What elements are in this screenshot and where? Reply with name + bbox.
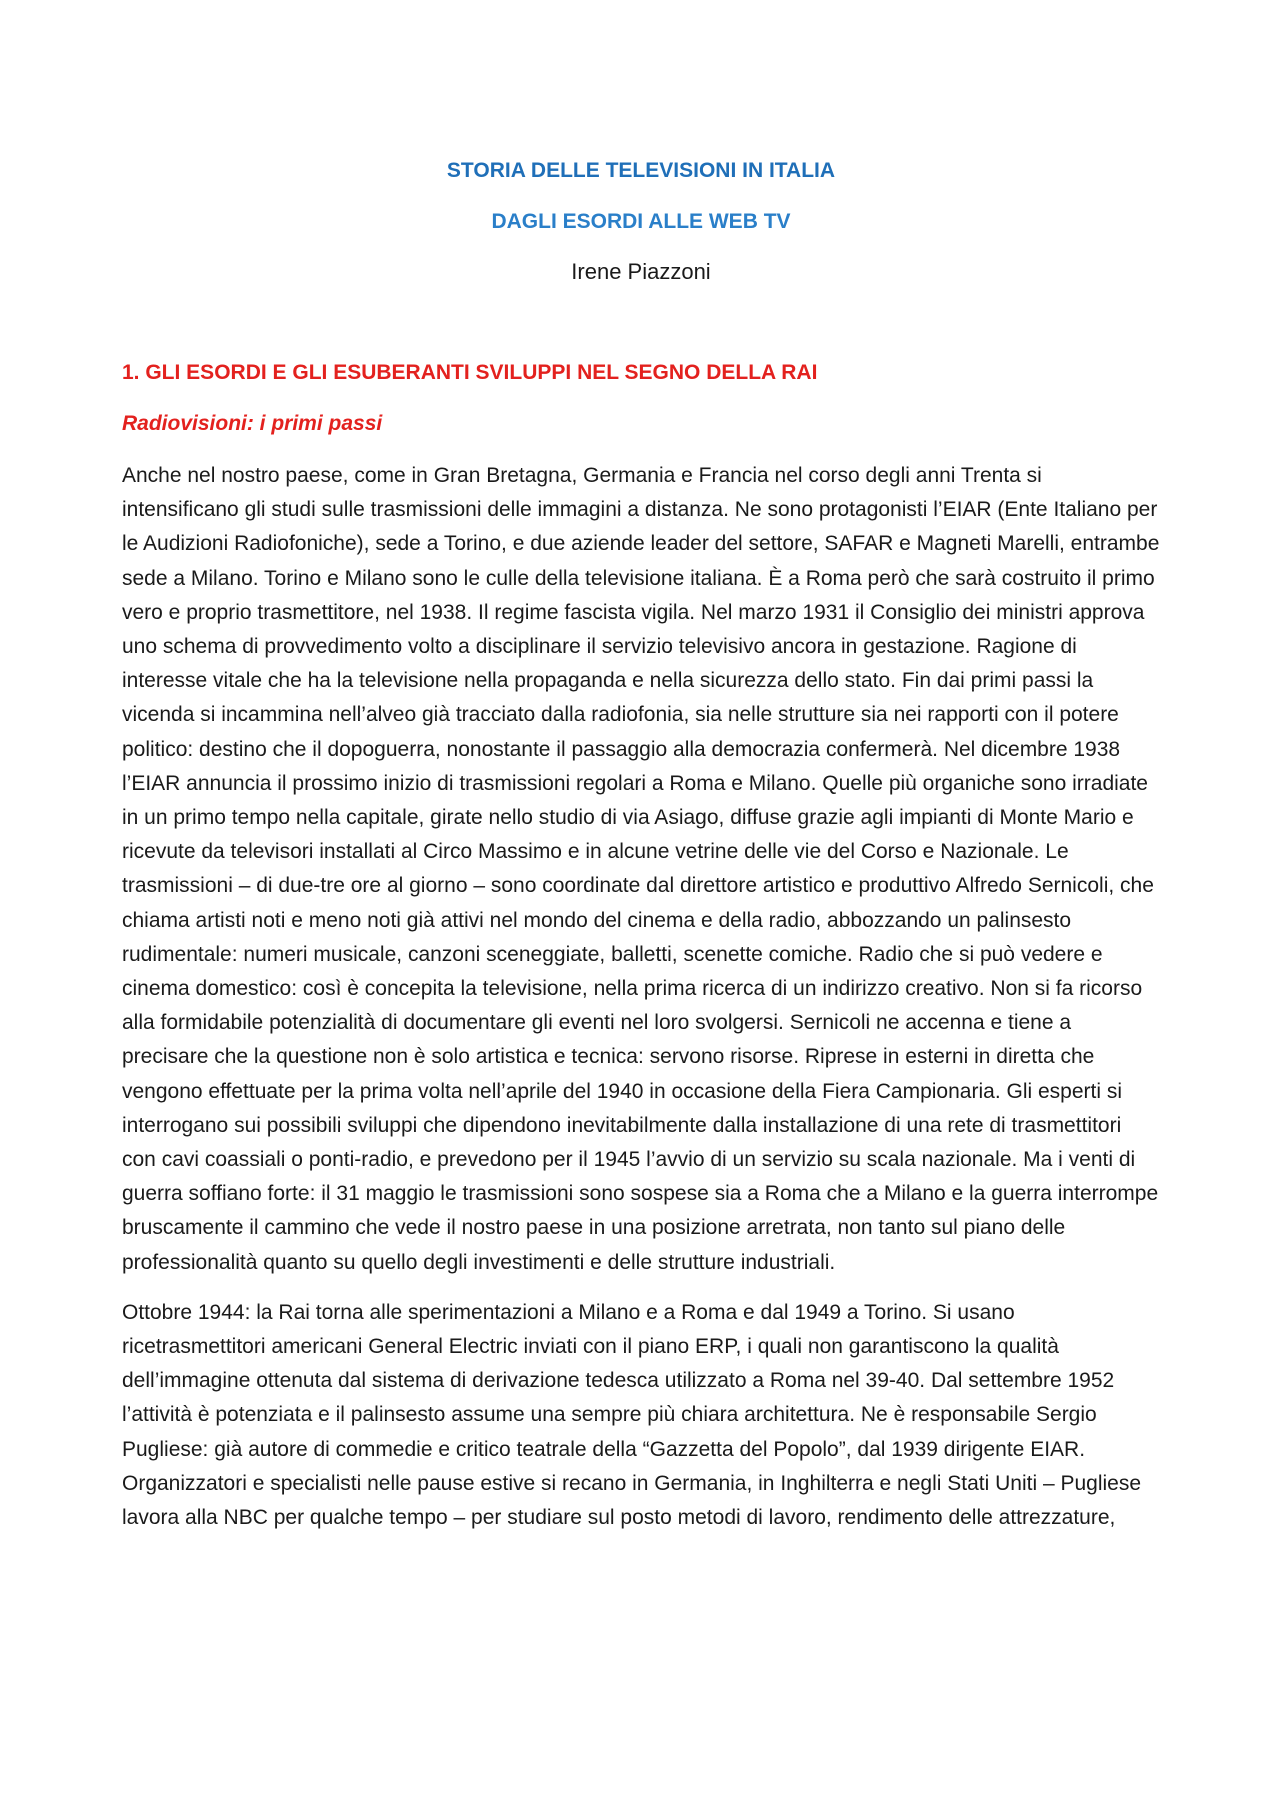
document-title: STORIA DELLE TELEVISIONI IN ITALIA xyxy=(446,159,836,182)
body-paragraph: Ottobre 1944: la Rai torna alle sperimentazioni a Milano e a Roma e dal 1949 a Torino. Si usano ricetrasmettitori americani General Electric inviati con il piano ERP, i quali non garantiscono la qualità dell’immagine ottenuta dal sistema di derivazione tedesca utilizzato a Roma nel 39-40. Dal settembre 1952 l’attività è potenziata e il palinsesto assume una sempre più chiara architettura. Ne è responsabile Sergio Pugliese: già autore di commedie e critico teatrale della “Gazzetta del Popolo”, dal 1939 dirigente EIAR. Organizzatori e specialisti nelle pause estive si recano in Germania, in Inghilterra e negli Stati Uniti – Pugliese lavora alla NBC per qualche tempo – per studiare sul posto metodi di lavoro, rendimento delle attrezzature, xyxy=(122,1300,1142,1530)
document-author: Irene Piazzoni xyxy=(571,259,711,284)
body-paragraph: Anche nel nostro paese, come in Gran Bretagna, Germania e Francia nel corso degli anni Trenta si intensificano gli studi sulle trasmissioni delle immagini a distanza. Ne sono protagonisti l’EIAR (Ente Italiano per le Audizioni Radiofoniche), sede a Torino, e due aziende leader del settore, SAFAR e Magneti Marelli, entrambe sede a Milano. Torino e Milano sono le culle della televisione italiana. È a Roma però che sarà costruito il primo vero e proprio trasmettitore, nel 1938. Il regime fascista vigila. Nel marzo 1931 il Consiglio dei ministri approva uno schema di provvedimento volto a disciplinare il servizio televisivo ancora in gestazione. Ragione di interesse vitale che ha la televisione nella propaganda e nella sicurezza dello stato. Fin dai primi passi la vicenda si incammina nell’alveo già tracciato dalla radiofonia, sia nelle strutture sia nei rapporti con il potere politico: destino che il dopoguerra, nonostante il passaggio alla democrazia confermerà. Nel dicembre 1938 l’EIAR annuncia il prossimo inizio di trasmissioni regolari a Roma e Milano. Quelle più organiche sono irradiate in un primo tempo nella capitale, girate nello studio di via Asiago, diffuse grazie agli impianti di Monte Mario e ricevute da televisori installati al Circo Massimo e in alcune vetrine delle vie del Corso e Nazionale. Le trasmissioni – di due-tre ore al giorno – sono coordinate dal direttore artistico e produttivo Alfredo Sernicoli, che chiama artisti noti e meno noti già attivi nel mondo del cinema e della radio, abbozzando un palinsesto rudimentale: numeri musicale, canzoni sceneggiate, balletti, scenette comiche. Radio che si può vedere e cinema domestico: così è concepita la televisione, nella prima ricerca di un indirizzo creativo. Non si fa ricorso alla formidabile potenzialità di documentare gli eventi nel loro svolgersi. Sernicoli ne accenna e tiene a precisare che la questione non è solo artistica e tecnica: servono risorse. Riprese in esterni in diretta che vengono effettuate per la prima volta nell’aprile del 1940 in occasione della Fiera Campionaria. Gli esperti si interrogano sui possibili sviluppi che dipendono inevitabilmente dalla installazione di una rete di trasmettitori con cavi coassiali o ponti-radio, e prevedono per il 1945 l’avvio di un servizio su scala nazionale. Ma i venti di guerra soffiano forte: il 31 maggio le trasmissioni sono sospese sia a Roma che a Milano e la guerra interrompe bruscamente il cammino che vede il nostro paese in una posizione arretrata, non tanto sul piano delle professionalità quanto su quello degli investimenti e delle strutture industriali. xyxy=(122,464,1160,1274)
subsection-heading: Radiovisioni: i primi passi xyxy=(122,412,383,435)
document-subtitle: DAGLI ESORDI ALLE WEB TV xyxy=(491,210,791,233)
section-heading: 1. GLI ESORDI E GLI ESUBERANTI SVILUPPI NEL SEGNO DELLA RAI xyxy=(122,361,818,384)
